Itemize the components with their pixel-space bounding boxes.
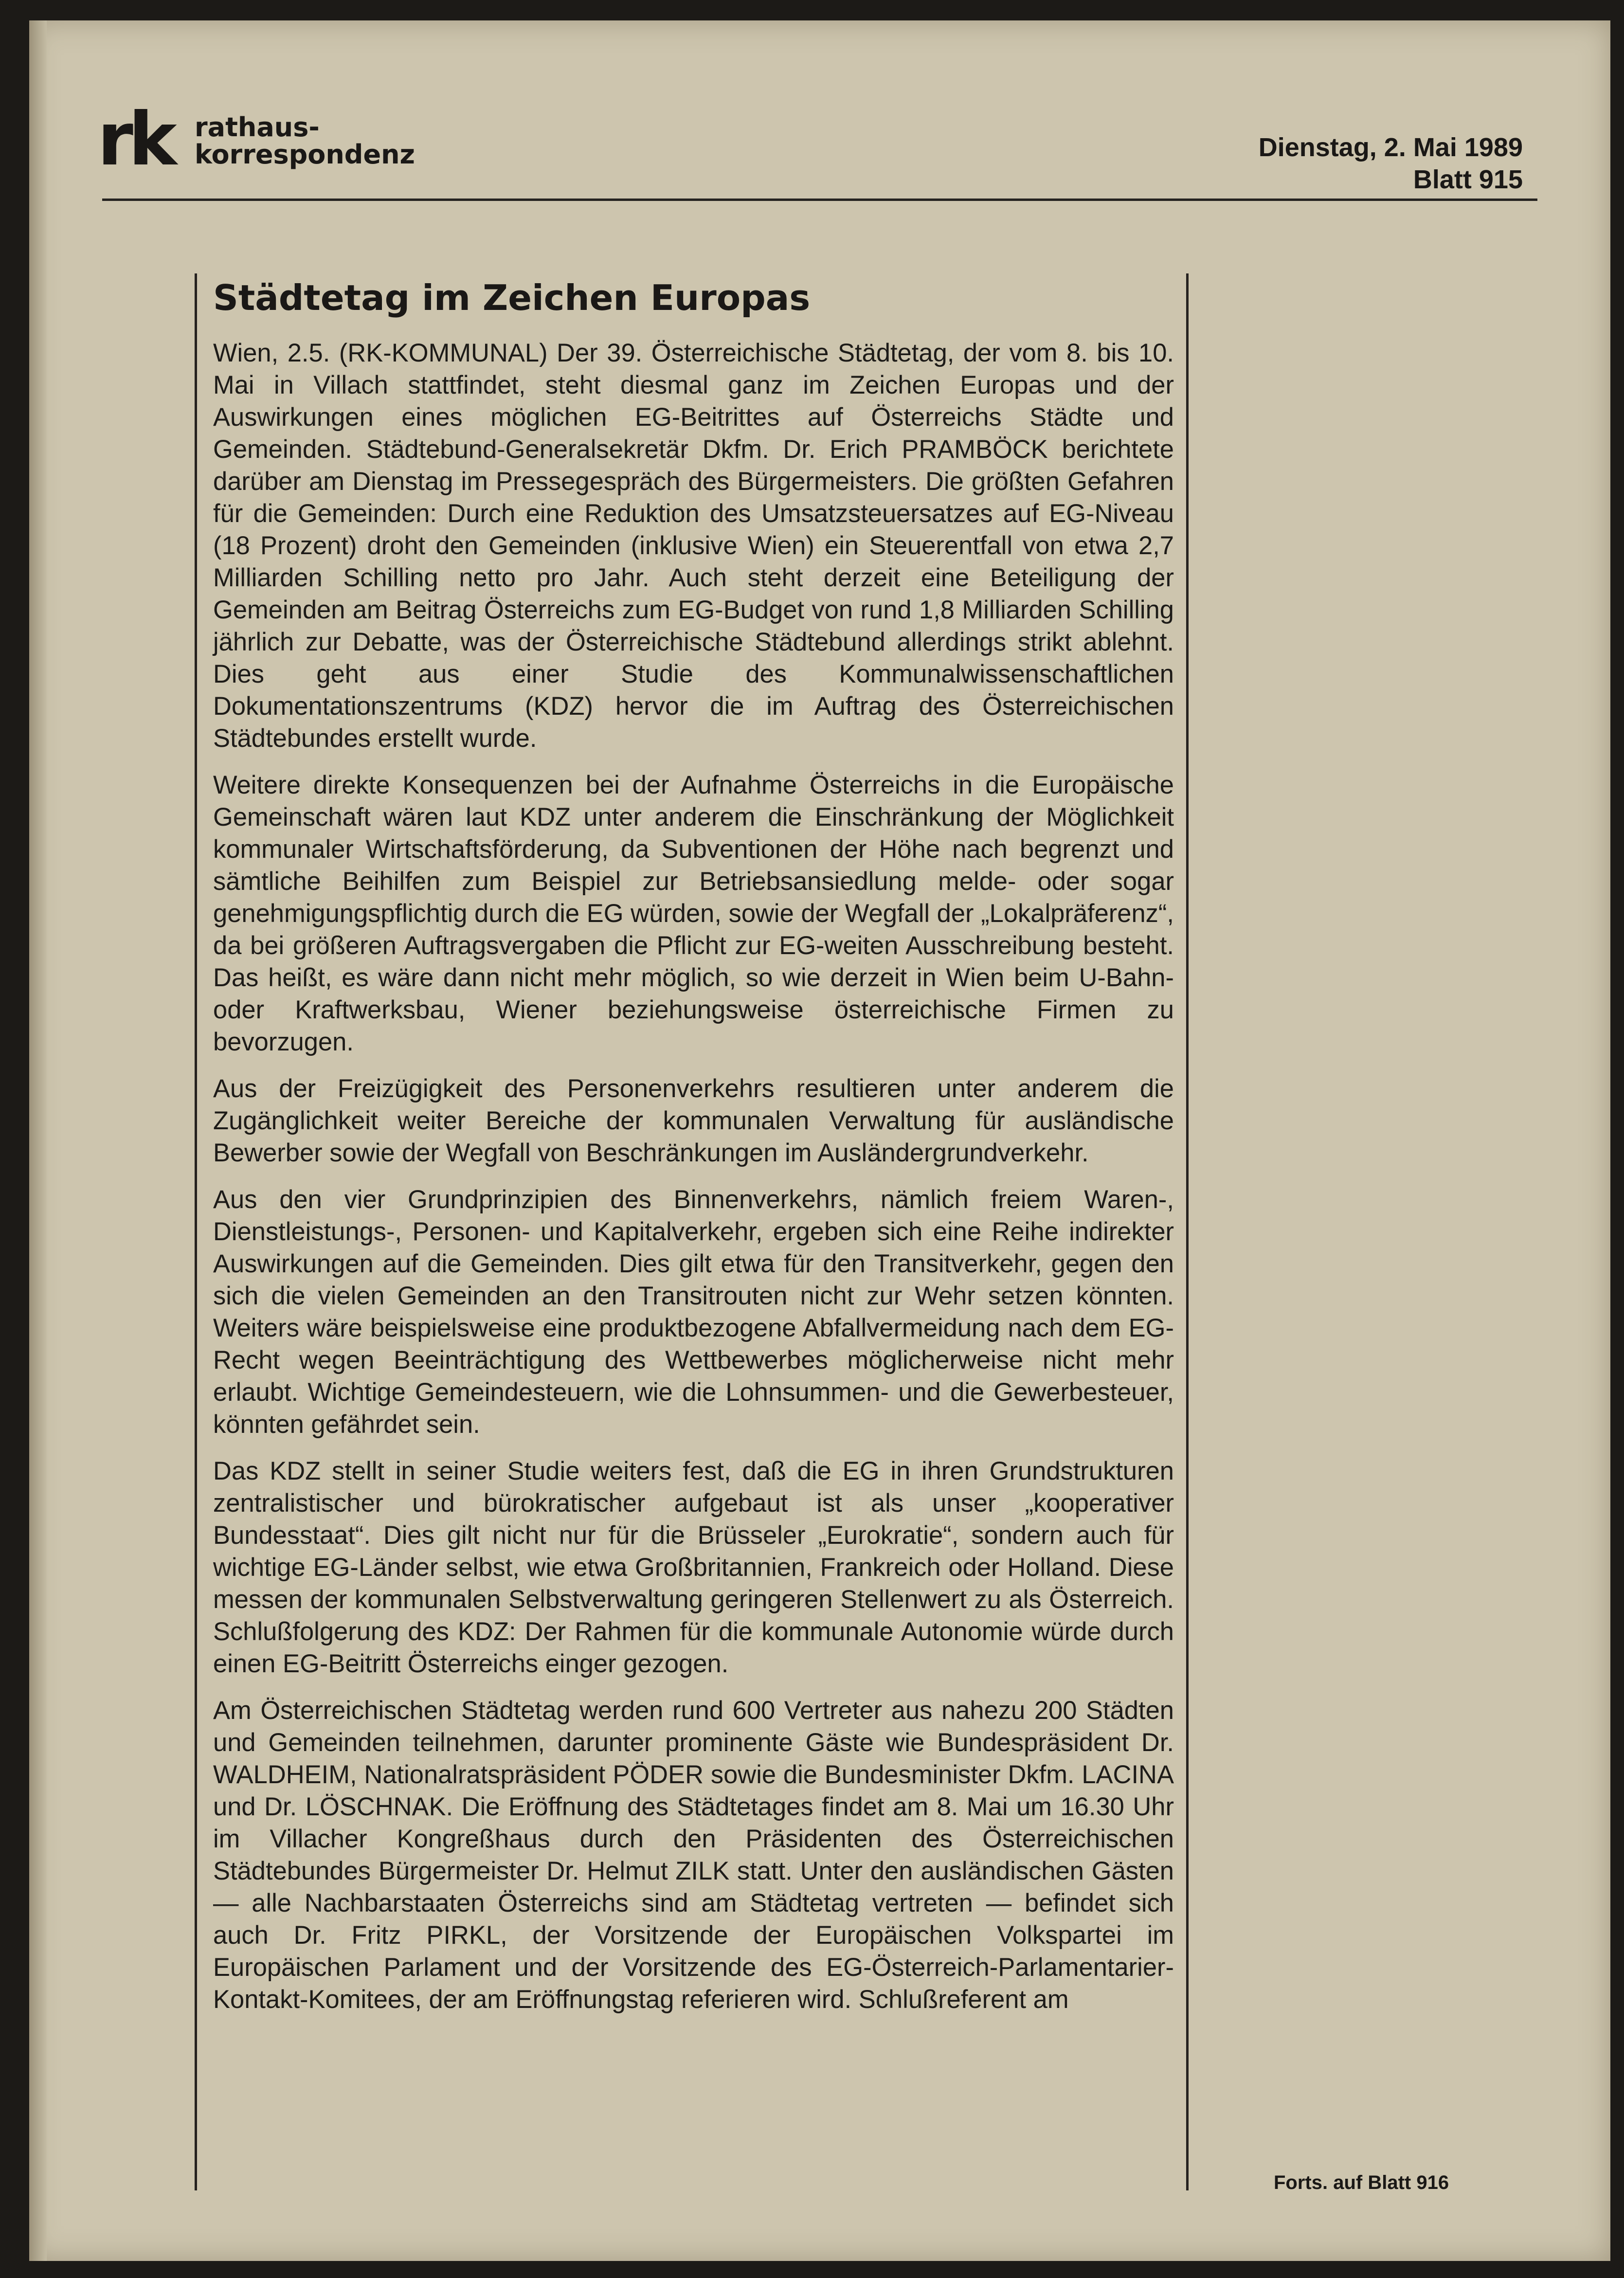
issue-date: Dienstag, 2. Mai 1989: [1258, 133, 1523, 162]
document-page: [29, 20, 1610, 2261]
article-paragraph: Aus den vier Grundprinzipien des Binnenverkehrs, nämlich freiem Waren-, Dienstleistungs-, Personen- und Kapitalverkehr, ergeben sich eine Reihe indirekter Auswirkungen auf die Gemeinden. Dies gilt etwa für den Transitverkehr, gegen den sich die vielen Gemeinden an den Transitrouten nicht zur Wehr setzen könnten. Weiters wäre beispielsweise eine produktbezogene Abfallvermeidung nach dem EG-Recht wegen Beeinträchtigung des Wettbewerbes möglicherweise nicht mehr erlaubt. Wichtige Gemeindesteuern, wie die Lohnsummen- und die Gewerbesteuer, könnten gefährdet sein.: [213, 1185, 1174, 1439]
sheet-number: Blatt 915: [1413, 165, 1523, 194]
logo-text-line-2: korrespondenz: [195, 139, 415, 170]
article-paragraph: Das KDZ stellt in seiner Studie weiters fest, daß die EG in ihren Grundstrukturen zentralistischer und bürokratischer aufgebaut ist als unser „kooperativer Bundesstaat“. Dies gilt nicht nur für die Brüsseler „Eurokratie“, sondern auch für wichtige EG-Länder selbst, wie etwa Großbritannien, Frankreich oder Holland. Diese messen der kommunalen Selbstverwaltung geringeren Stellenwert zu als Österreich. Schlußfolgerung des KDZ: Der Rahmen für die kommunale Autonomie würde durch einen EG-Beitritt Österreichs einger gezogen.: [213, 1457, 1174, 1678]
continued-note: Forts. auf Blatt 916: [1274, 2172, 1449, 2193]
logo-mark: rk: [97, 97, 172, 182]
article-paragraph: Weitere direkte Konsequenzen bei der Aufnahme Österreichs in die Europäische Gemeinschaft wären laut KDZ unter anderem die Einschränkung der Möglichkeit kommunaler Wirtschaftsförderung, da Subventionen der Höhe nach begrenzt und sämtliche Beihilfen zum Beispiel zur Betriebsansiedlung melde- oder sogar genehmigungspflichtig durch die EG würden, sowie der Wegfall der „Lokalpräferenz“, da bei größeren Auftragsvergaben die Pflicht zur EG-weiten Ausschreibung besteht. Das heißt, es wäre dann nicht mehr möglich, so wie derzeit in Wien beim U-Bahn- oder Kraftwerksbau, Wiener beziehungsweise österreichische Firmen zu bevorzugen.: [213, 771, 1174, 1056]
dateline: [1259, 131, 1523, 196]
article-paragraph: Aus der Freizügigkeit des Personenverkehrs resultieren unter anderem die Zugänglichkeit weiter Bereiche der kommunalen Verwaltung für ausländische Bewerber sowie der Wegfall von Beschränkungen im Ausländergrundverkehr.: [213, 1074, 1174, 1167]
article-title: Städtetag im Zeichen Europas: [213, 277, 811, 318]
article: [213, 276, 1174, 2030]
page-edge: [29, 20, 47, 2261]
logo-text-line-1: rathaus-: [195, 112, 320, 143]
article-paragraph: Wien, 2.5. (RK-KOMMUNAL) Der 39. Österreichische Städtetag, der vom 8. bis 10. Mai in Villach stattfindet, steht diesmal ganz im Zeichen Europas und der Auswirkungen eines möglichen EG-Beitrittes auf Österreichs Städte und Gemeinden. Städtebund-Generalsekretär Dkfm. Dr. Erich PRAMBÖCK berichtete darüber am Dienstag im Pressegespräch des Bürgermeisters. Die größten Gefahren für die Gemeinden: Durch eine Reduktion des Umsatzsteuersatzes auf EG-Niveau (18 Prozent) droht den Gemeinden (inklusive Wien) ein Steuerentfall von etwa 2,7 Milliarden Schilling netto pro Jahr. Auch steht derzeit eine Beteiligung der Gemeinden am Beitrag Österreichs zum EG-Budget von rund 1,8 Milliarden Schilling jährlich zur Debatte, was der Österreichische Städtebund allerdings strikt ablehnt. Dies geht aus einer Studie des Kommunalwissenschaftlichen Dokumentationszentrums (KDZ) hervor die im Auftrag des Österreichischen Städtebundes erstellt wurde.: [213, 339, 1174, 753]
header-divider: [102, 199, 1537, 201]
column-rule-left: [195, 273, 197, 2190]
article-paragraph: Am Österreichischen Städtetag werden rund 600 Vertreter aus nahezu 200 Städten und Gemeinden teilnehmen, darunter prominente Gäste wie Bundespräsident Dr. WALDHEIM, Nationalratspräsident PÖDER sowie die Bundesminister Dkfm. LACINA und Dr. LÖSCHNAK. Die Eröffnung des Städtetages findet am 8. Mai um 16.30 Uhr im Villacher Kongreßhaus durch den Präsidenten des Österreichischen Städtebundes Bürgermeister Dr. Helmut ZILK statt. Unter den ausländischen Gästen — alle Nachbarstaaten Österreichs sind am Städtetag vertreten — befindet sich auch Dr. Fritz PIRKL, der Vorsitzende der Europäischen Volkspartei im Europäischen Parlament und der Vorsitzende des EG-Österreich-Parlamentarier-Kontakt-Komitees, der am Eröffnungstag referieren wird. Schlußreferent am: [213, 1696, 1174, 2014]
column-rule-right: [1186, 273, 1189, 2190]
